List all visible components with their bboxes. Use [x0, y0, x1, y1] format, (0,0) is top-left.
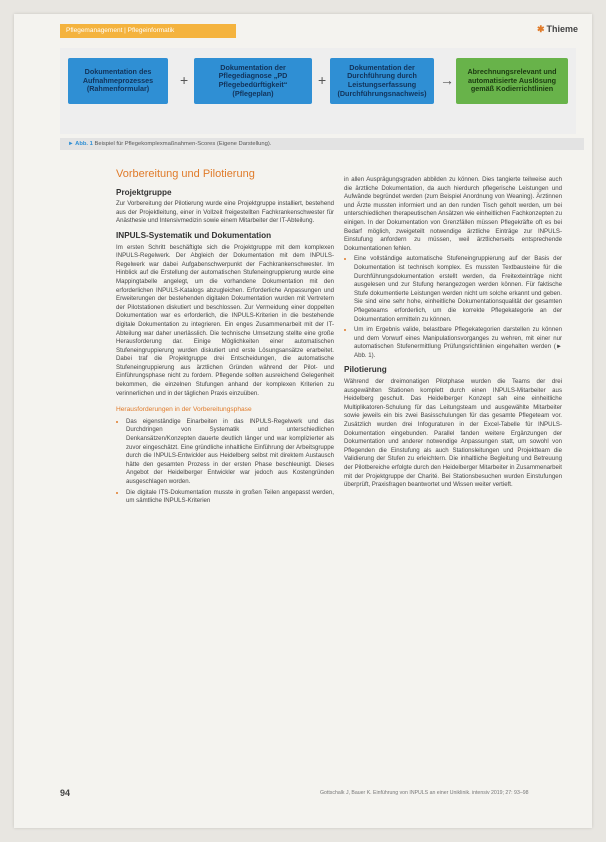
figure-diagram [60, 48, 576, 134]
page-number: 94 [60, 788, 71, 798]
diagram-box-durchfuehrung: Dokumentation der Durchführung durch Leistungserfassung (Durchführungsnachweis) [330, 58, 434, 104]
list-item: • Um im Ergebnis valide, belastbare Pflegekategorien darstellen zu können und dem Vorwurf eines Manipulationsvorganges zu wehren, mit einer nur automatischen Stufenermittlung Prüfungsrichtlinien eingehalten werden (► Abb. 1). [354, 326, 562, 360]
heading-inpuls: INPULS-Systematik und Dokumentation [116, 230, 272, 240]
diagram-box-pflegeplan: Dokumentation der Pflegediagnose „PD Pflegebedürftigkeit“ (Pflegeplan) [194, 58, 312, 104]
plus-operator: + [180, 72, 189, 88]
right-column [344, 176, 562, 492]
heading-projektgruppe: Projektgruppe [116, 187, 172, 197]
diagram-box-aufnahme: Dokumentation des Aufnahmeprozesses (Rahmenformular) [68, 58, 168, 104]
paragraph-continued: in allen Ausprägungsgraden abbilden zu können. Dies tangierte teilweise auch die ärztliche Dokumentation, da auch hierdurch pflegerische Leistungen und Aufwände begründet werden (zum Beispiel Anordnung von Weaning). Ärztinnen und Ärzte mussten informiert und an den runden Tisch geholt werden, um bei unterschiedlichen therapeutischen Ansätzen wie einheitlichen Fachkonzepten zu einigen. In der Dokumentation von Grenzfällen müssen Pflegekräfte oft es bei Bedarf möglich, zweigeteilt notwendige ärztliche Einträge zur INPULS-Einstufung anfordern zu müssen, weil ärztlicherseits entsprechende Dokumentationen fehlen. [344, 176, 562, 252]
list-item: • Eine vollständige automatische Stufeneingruppierung auf der Basis der Dokumentation ist technisch komplex. Es mussten Textbausteine für die Durchführungsdokumentation erstellt werden, da Freitexteinträge nicht ausgelesen und zur Stufung herangezogen werden können. Für faktische Stufe dokumentierte Leistungen werden nicht um solche erkannt und geben. Sie sind eine sehr hohe, einheitliche Dokumentationsqualität der gesamten Pflegeteams erforderlich, um die korrekte Pflegekategorie an der Dokumentation ermitteln zu können. [354, 255, 562, 324]
plus-operator: + [318, 72, 327, 88]
caption-text: Beispiel für Pflegekomplexmaßnahmen-Scores (Eigene Darstellung). [94, 141, 272, 147]
paragraph-projektgruppe: Zur Vorbereitung der Pilotierung wurde eine Projektgruppe installiert, bestehend aus der Projektleitung, einer in Vollzeit freigestellten Fachkrankenschwester für Anästhesie und Intensivmedizin sowie einem Mitarbeiter der IT-Abteilung. [116, 200, 334, 225]
heading-challenges: Herausforderungen in der Vorbereitungsphase [116, 406, 252, 414]
caption-label: Abb. 1 [75, 141, 93, 147]
citation-footer: Gottschalk J, Bauer K. Einführung von INPULS an einer Uniklinik. intensiv 2019; 27: 93–98 [320, 790, 529, 796]
diagram-box-abrechnung: Abrechnungsrelevant und automatisierte Auslösung gemäß Kodierrichtlinien [456, 58, 568, 104]
paragraph-pilotierung: Während der dreimonatigen Pilotphase wurden die Teams der drei ausgewählten Stationen komplett durch einen INPULS-Mitarbeiter aus Heidelberg geschult. Das Heidelberger Konzept sah eine einheitliche Multiplikatoren-Schulung für das Leitungsteam und ausgewählte Mitarbeiter sowie jeweils ein bis zwei Basisschulungen für das gesamte Pflegeteam vor. Zusätzlich wurden drei Infoguraturen in der Excel-Tabelle für INPULS-Dokumentation eingebunden. Parallel fanden weitere Ergänzungen der Dokumentation und anderer notwendige Anpassungen statt, um sowohl von Pflegenden die Einstufung als auch Stationsleitungen und Projektteam die Validierung der Stufen zu erleichtern. Die inhaltliche Begleitung und Betreuung der Pilotbereiche erfolgte durch den Heidelberger Mitarbeiter in Zusammenarbeit mit der Projektgruppe der Charité. Bei Stationsbesuchen wurden Einstufungen überprüft, Praxisfragen beantwortet und Wissen weiter vertieft. [344, 378, 562, 489]
figure-caption: ► Abb. 1 Beispiel für Pflegekomplexmaßnahmen-Scores (Eigene Darstellung). [60, 138, 584, 150]
list-item: • Die digitale ITS-Dokumentation musste in großen Teilen angepasst werden, um sämtliche INPULS-Kriterien [126, 489, 334, 506]
section-tag: Pflegemanagement | Pflegeinformatik [60, 24, 236, 38]
brand-name: Thieme [546, 24, 578, 34]
heading-pilotierung: Pilotierung [344, 365, 387, 375]
section-title: Vorbereitung und Pilotierung [116, 168, 255, 180]
paragraph-inpuls: Im ersten Schritt beschäftigte sich die Projektgruppe mit dem komplexen INPULS-Regelwerk. Der Abgleich der Dokumentation mit dem INPULS-Regelwerk war dabei Aufgabenschwerpunkt der Fachkrankenschwester. Im Hinblick auf die Erstellung der automatischen Stufeneingruppierung wurde eine Mappingtabelle angelegt, um die vorhandene Dokumentation mit den erforderlichen INPULS-Katalogs abzugleichen. Erforderliche Anpassungen und Erweiterungen der bestehenden digitalen Dokumentation wurden mit Vertretern der Pilotstationen diskutiert und beschlossen. Zur Vermeidung einer doppelten Dokumentation war es erforderlich, die INPULS-Kriterien in die bestehende digitale Dokumentation zu integrieren. Ein enges Zusammenarbeit mit der IT-Abteilung war daher unerlässlich. Die technische Umsetzung stellte eine große Herausforderung dar. Einige Möglichkeiten einer automatischen Stufeneingruppierung wurden diskutiert und erste Lösungsansätze erarbeitet. Dabei traf die Projektgruppe drei Entscheidungen, die automatische Stufeneingruppierung aus ärztlichen Gründen während der Pilot- und Einführungsphase nicht zu fordern. Pflegende sollten ausreichend Gelegenheit bekommen, die einzelnen Stufungen anhand der komplexen Kriterien zu verinnerlichen und in der täglichen Praxis einzuüben. [116, 243, 334, 397]
thieme-star-icon: ✱ [536, 24, 545, 34]
left-column [116, 170, 334, 508]
arrow-operator: → [440, 72, 454, 88]
list-item: • Das eigenständige Einarbeiten in das INPULS-Regelwerk und das Durchdringen von Systematik und unterschiedlichen Denkansätzen/Konzepten dauerte deutlich länger und war komplizierter als zuvor eingeschätzt. Eine gründliche inhaltliche Einführung der Arbeitsgruppe durch die INPULS-Entwickler aus Heidelberg selbst mit direktem Austausch hätte den gesamten Prozess in der ersten Phase beschleunigt. Dieses Angebot der Heidelberger Entwickler war jedoch aus Kostengründen ausgeschlagen worden. [126, 418, 334, 487]
challenges-list [116, 418, 334, 506]
right-bullet-list [344, 255, 562, 360]
publisher-brand [537, 24, 578, 35]
